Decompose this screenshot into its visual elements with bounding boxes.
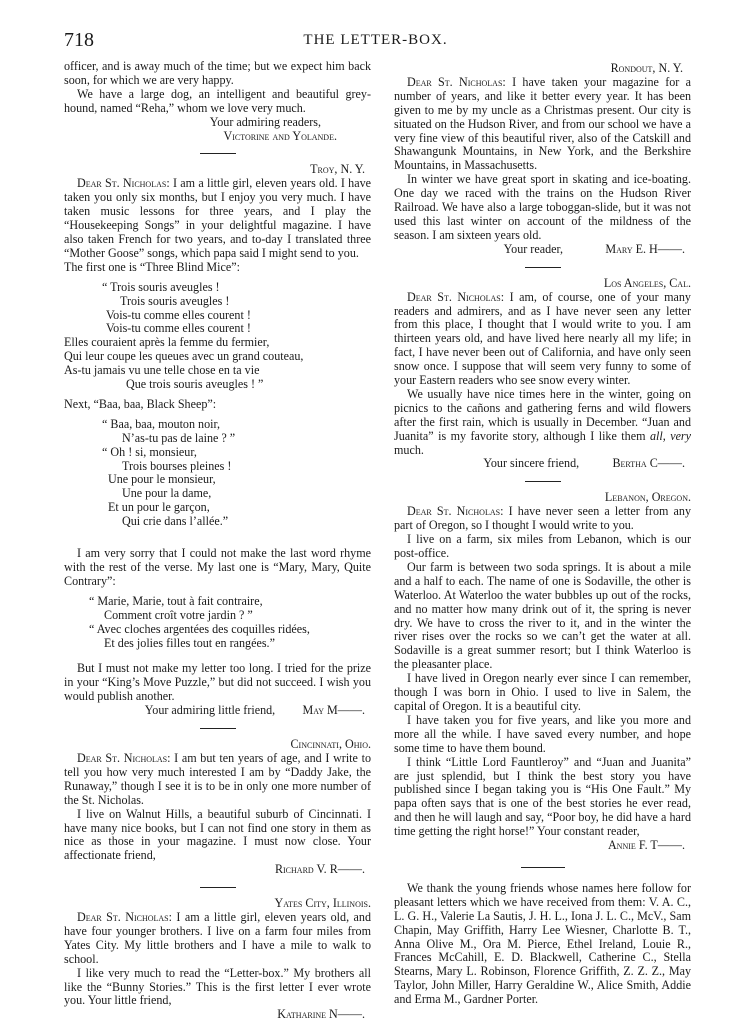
letter-paragraph: Dear St. Nicholas: I am but ten years of age, and I write to tell you how very much interested I am by “Daddy Jake, the Runaway,” though I see it is to be in only one more number of the St. Nicholas. [64, 750, 371, 807]
poem-line: Qui leur coupe les queues avec un grand couteau, [64, 349, 304, 364]
salutation: Dear St. Nicholas: [407, 504, 504, 519]
acknowledgements-paragraph: We thank the young friends whose names here follow for pleasant letters which we have received from them: V. A. C., L. G. H., Valerie La Sautis, J. H. L., Iona J. L. C., McV., Sam Chapin, May Griffith, Harry Lee Wiesner, Charlotte B. T., Anna Olive M., Ora M. Pierce, Ethel Ireland, Louie R., Frances McCahill, E. D. Blackwell, Catherine C., Stella Stearns, Mary L. Robinson, Florence Griffith, Z. Z. Z., May Taylor, John Miller, Harry Geraldine W., Alice Smith, Addie and Erma M., Gardner Porter. [394, 880, 691, 1007]
section-divider [200, 728, 236, 729]
letter-paragraph: Dear St. Nicholas: I am, of course, one of your many readers and admirers, and as I have never seen any letter from this place, I thought that I would write to you. I am thirteen years old, and have lived here nearly all my life; in fact, I have never been out of California, and have only seen snow once. I suppose that will seem very funny to some of your Eastern readers who see snow every winter. [394, 289, 691, 388]
poem-line: Trois souris aveugles ! [120, 293, 230, 308]
salutation: Dear St. Nicholas: [407, 74, 506, 89]
signature-line: Your admiring little friend, May M——. [144, 703, 365, 718]
poem-line: Et un pour le garçon, [108, 500, 210, 515]
letter-paragraph: We usually have nice times here in the winter, going on picnics to the cañons and gathering ferns and wild flowers after the first rain, which is usually in December. “Juan and Juanita” is my favorite story, although I like them all, very much. [394, 386, 692, 457]
poem-line: Vois-tu comme elles courent ! [106, 307, 251, 322]
poem-three-blind-mice [64, 281, 371, 392]
signature-name: Annie F. T——. [607, 838, 685, 853]
poem-line: Trois bourses pleines ! [122, 458, 232, 473]
letter-paragraph: We have a large dog, an intelligent and beautiful grey-hound, named “Reha,” whom we love very much. [64, 86, 371, 115]
letter-place: Yates City, Illinois. [274, 896, 371, 911]
letter-paragraph: I have lived in Oregon nearly ever since I can remember, though I was born in Ohio. I used to live in Salem, the capital of Oregon. It is a beautiful city. [394, 671, 691, 713]
signature-name: Katharine N——. [277, 1007, 365, 1022]
letter-continuation: officer, and is away much of the time; but we expect him back soon, for which we are very happy. [64, 59, 371, 87]
salutation: Dear St. Nicholas: [77, 750, 171, 765]
poem-line: Qui crie dans l’allée.” [122, 514, 229, 529]
signature-name: Victorine and Yolande. [223, 128, 337, 143]
letter-place: Rondout, N. Y. [610, 61, 683, 75]
letter-paragraph: Dear St. Nicholas: I am a little girl, eleven years old. I have taken you only six months, but I enjoy you very much. I have taken music lessons for three years, and I play the “Housekeeping Songs” in your delightful magazine. I have also taken French for two years, and to-day I translated three “Mother Goose” songs, which papa said I might send to you. [64, 176, 371, 260]
section-divider [200, 887, 236, 888]
poem-line: N’as-tu pas de laine ? ” [122, 430, 236, 445]
poem-line: Que trois souris aveugles ! ” [126, 377, 264, 392]
letter-paragraph: Dear St. Nicholas: I have taken your magazine for a number of years, and like it better every year. It has been given to me by my uncle as a Christmas present. Our city is situated on the Hudson River, and from our school we have a very fine view of this beautiful river, also of the Catskill and Shawangunk Mountains, in New York, and the Berkshire Mountains, in Massachusetts. [394, 74, 691, 173]
page-number: 718 [64, 29, 94, 51]
salutation: Dear St. Nicholas: [407, 289, 505, 304]
poem-line: “ Oh ! si, monsieur, [102, 444, 197, 459]
poem-line: “ Avec cloches argentées des coquilles ridées, [89, 621, 310, 636]
letter-paragraph: I have taken you for five years, and like you more and more all the while. I have saved every number, and hope some time to have them bound. [394, 712, 691, 755]
poem-line: “ Marie, Marie, tout à fait contraire, [89, 593, 263, 608]
letter-place: Lebanon, Oregon. [604, 490, 691, 505]
poem-line: Vois-tu comme elles courent ! [106, 321, 251, 336]
poem-line: Elles couraient après la femme du fermier, [64, 335, 270, 350]
letter-paragraph: I live on Walnut Hills, a beautiful suburb of Cincinnati. I have many nice books, but I can not find one story in them as nice as those in your magazine. I must now close. Your affectionate friend, [64, 806, 371, 863]
letter-place: Los Angeles, Cal. [603, 275, 691, 290]
poem-line: Une pour le monsieur, [108, 472, 216, 487]
section-divider [525, 267, 561, 268]
poem-line: As-tu jamais vu une telle chose en ta vie [64, 363, 260, 378]
letter-paragraph: Dear St. Nicholas: I am a little girl, eleven years old, and have four younger brothers. I live on a farm four miles from Yates City. My little brothers and I have a mile to walk to school. [64, 910, 371, 966]
section-divider [521, 867, 565, 868]
letter-paragraph: Next, “Baa, baa, Black Sheep”: [64, 396, 217, 411]
poem-line: “ Trois souris aveugles ! [102, 279, 220, 294]
salutation: Dear St. Nicholas: [77, 910, 172, 925]
letter-place: Troy, N. Y. [310, 162, 365, 177]
letter-paragraph: I like very much to read the “Letter-box.” My brothers all like the “Bunny Stories.” This is the first letter I ever wrote you. Your little friend, [64, 965, 371, 1008]
salutation: Dear St. Nicholas: [77, 176, 170, 191]
letter-paragraph: I live on a farm, six miles from Lebanon, which is our post-office. [394, 532, 691, 560]
running-title: THE LETTER-BOX. [303, 32, 448, 48]
signature-closing: Your admiring readers, [209, 114, 321, 129]
right-column [394, 60, 691, 1007]
page-header [64, 29, 687, 53]
poem-baa-baa-black-sheep [64, 418, 371, 529]
letter-paragraph: I think “Little Lord Fauntleroy” and “Juan and Juanita” are just splendid, but I think the best story you have published since I began taking you is “His One Fault.” My papa often says that is one of the best stories he ever read, and then he will laugh and say, “Poor boy, he did have a hard time getting the right horse!” Your constant reader, [394, 754, 691, 839]
poem-line: Et des jolies filles tout en rangées.” [104, 635, 275, 650]
letter-paragraph: But I must not make my letter too long. I tried for the prize in your “King’s Move Puzzle,” but did not succeed. I wish you would publish another. [64, 661, 371, 704]
signature-line: Your sincere friend, Bertha C——. [483, 456, 685, 471]
letter-paragraph: In winter we have great sport in skating and ice-boating. One day we raced with the trains on the Hudson River Railroad. We have also a large toboggan-slide, but it was not used this last winter on account of the mildness of the season. I am sixteen years old. [394, 172, 691, 242]
poem-line: “ Baa, baa, mouton noir, [102, 416, 221, 431]
left-column [64, 60, 371, 1022]
poem-mary-quite-contrary [64, 595, 371, 651]
section-divider [525, 481, 561, 482]
poem-line: Comment croît votre jardin ? ” [104, 607, 253, 622]
signature-line: Your reader, Mary E. H——. [503, 241, 685, 256]
section-divider [200, 153, 236, 154]
letter-paragraph: I am very sorry that I could not make the last word rhyme with the rest of the verse. My last one is “Mary, Mary, Quite Contrary”: [64, 546, 371, 588]
letter-paragraph: Dear St. Nicholas: I have never seen a letter from any part of Oregon, so I thought I would write to you. [394, 504, 692, 533]
letter-place: Cincinnati, Ohio. [290, 737, 371, 752]
poem-line: Une pour la dame, [122, 486, 212, 501]
signature-name: Richard V. R——. [274, 862, 365, 877]
letter-paragraph: Our farm is between two soda springs. It is about a mile and a half to each. The name of one is Sodaville, the other is Waterloo. At Waterloo the water bubbles up out of the rocks, and no matter how many drink out of it, the spring is never dry. We have to cross the river to it, and in the winter the river rises over the rocks so we can’t get the water at all. Sodaville is a great summer resort; but I think Waterloo is the pleasanter place. [394, 559, 691, 672]
letter-paragraph: The first one is “Three Blind Mice”: [64, 259, 240, 274]
